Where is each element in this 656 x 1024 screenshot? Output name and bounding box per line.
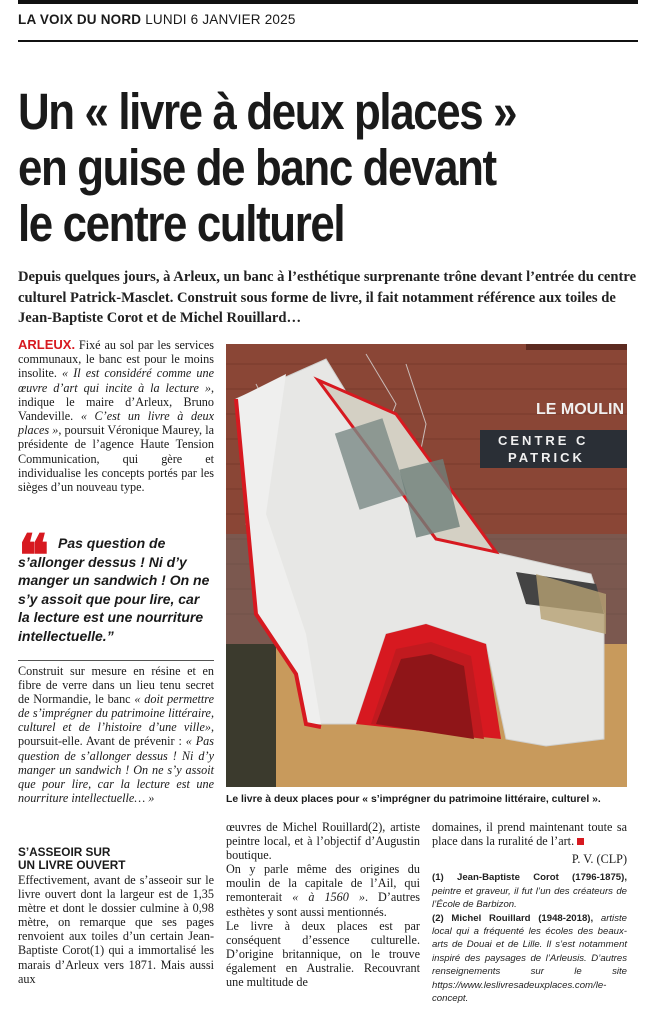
quote-run: « à 1560 »: [292, 890, 365, 905]
dateline: ARLEUX.: [18, 337, 76, 352]
author-signature: P. V. (CLP): [571, 852, 627, 867]
article-column-1-end: Effectivement, avant de s’asseoir sur le livre ouvert dont la largeur est de 1,35 mètre et dont le dossier culmine à 0,98 mètre, on remarque que ses pages renvoient aux toiles d’un certain Jean-Baptiste Corot(1) qui a immortalisé les marais d’Arleux vers 1871. Mais aussi aux: [18, 873, 214, 986]
newspaper-name: LA VOIX DU NORD: [18, 12, 142, 27]
sign-moulin: LE MOULIN: [536, 401, 624, 418]
quote-run: « Pas question de s’allonger dessus ! Ni d’y manger un sandwich ! On ne s’y assoit que pour lire, car la lecture est une nourriture intellectuelle… »: [18, 734, 215, 805]
footnote-name: (1) Jean-Baptiste Corot (1796-1875),: [432, 872, 627, 884]
article-paragraph: œuvres de Michel Rouillard(2), artiste peintre local, et à l’objectif d’Augustin boutique.: [226, 820, 420, 863]
text-run: domaines, il prend maintenant toute sa place dans la ruralité de l’art.: [432, 820, 627, 849]
end-mark-icon: [577, 838, 584, 845]
article-lead: Depuis quelques jours, à Arleux, un banc à l’esthétique surprenante trône devant l’entrée du centre culturel Patrick-Masclet. Construit sous forme de livre, il fait notamment référence aux toiles de Jean-Baptiste Corot et de Michel Rouillard…: [18, 269, 637, 326]
masthead: [18, 12, 296, 27]
text-run: Fixé au sol par les services communaux, le banc est pour le moins insolite.: [18, 338, 214, 381]
footnotes: [432, 871, 627, 1005]
headline-line-2: en guise de banc devant: [18, 139, 496, 196]
article-column-1: [18, 338, 214, 494]
pull-quote-text: Pas question de s’allonger dessus ! Ni d’y manger un sandwich ! On ne s’y assoit que pour lire, car la lecture est une nourriture intellectuelle.”: [18, 535, 210, 644]
sign-patrick: PATRICK: [508, 450, 585, 465]
quote-run: « C’est un livre à deux places »: [18, 409, 214, 438]
section-subheading: [18, 846, 214, 872]
subheading-line-2: UN LIVRE OUVERT: [18, 858, 126, 872]
quote-run: « doit permettre de s’imprégner du patrimoine littéraire, culturel et de l’histoire d’une ville»: [18, 692, 214, 735]
masthead-rule: [18, 40, 638, 42]
bench-photo: [226, 344, 627, 787]
photo-caption: Le livre à deux places pour « s’imprégner du patrimoine littéraire, culturel ».: [226, 794, 601, 805]
footnote-1: [432, 871, 627, 911]
subheading-line-1: S’ASSEOIR SUR: [18, 845, 111, 859]
headline-line-1: Un « livre à deux places »: [18, 83, 517, 140]
article-paragraph: [18, 338, 214, 494]
footnote-2: [432, 912, 627, 1006]
pull-quote: [18, 524, 214, 646]
headline-line-3: le centre culturel: [18, 195, 345, 252]
footnote-text: artiste local qui a fréquenté les écoles des beaux-arts de Douai et de Lille. Il s’est notamment inspiré des paysages de l’Arleusis. D’autres renseignements sur le site https://www.leslivresadeuxplaces.com/le-concept.: [432, 912, 627, 1004]
bench-photo-illustration: [226, 344, 627, 787]
footnote-text: peintre et graveur, il fut l’un des créateurs de l’École de Barbizon.: [432, 885, 627, 911]
article-paragraph: [432, 820, 627, 848]
article-paragraph: Le livre à deux places est par conséquent d’essence culturelle. D’origine britannique, on le trouve également en Australie. Recouvrant une multitude de: [226, 918, 420, 990]
text-run: . D’autres esthètes y sont aussi mentionnés.: [226, 890, 420, 919]
article-column-1-continued: [18, 664, 214, 805]
text-run: , poursuit-elle. Avant de prévenir :: [18, 720, 214, 749]
text-run: , poursuit Véronique Maurey, la présidente de l’agence Haute Tension Communication, qui gère et individualise les concepts portés par les sièges d’un nouveau type.: [18, 423, 215, 495]
sign-centre: CENTRE C: [498, 433, 589, 448]
quote-mark-icon: ❝: [18, 524, 50, 589]
text-run: , indique le maire d’Arleux, Bruno Vandeville.: [18, 380, 214, 424]
headline: [18, 84, 551, 252]
publication-date: LUNDI 6 JANVIER 2025: [145, 12, 296, 27]
article-column-2: [226, 820, 420, 989]
text-run: On y parle même des origines du moulin de la capitale de l’Ail, qui remonterait: [226, 862, 420, 905]
footnote-name: (2) Michel Rouillard (1948-2018),: [432, 912, 594, 924]
text-run: Construit sur mesure en résine et en fibre de verre dans un lieu tenu secret de Normandie, le banc: [18, 664, 214, 707]
pull-quote-rule: [18, 660, 214, 661]
article-paragraph: [226, 862, 420, 918]
article-column-3: [432, 820, 627, 1005]
quote-run: « Il est considéré comme une œuvre d’art qui incite à la lecture »: [18, 366, 214, 395]
top-rule: [18, 0, 638, 4]
